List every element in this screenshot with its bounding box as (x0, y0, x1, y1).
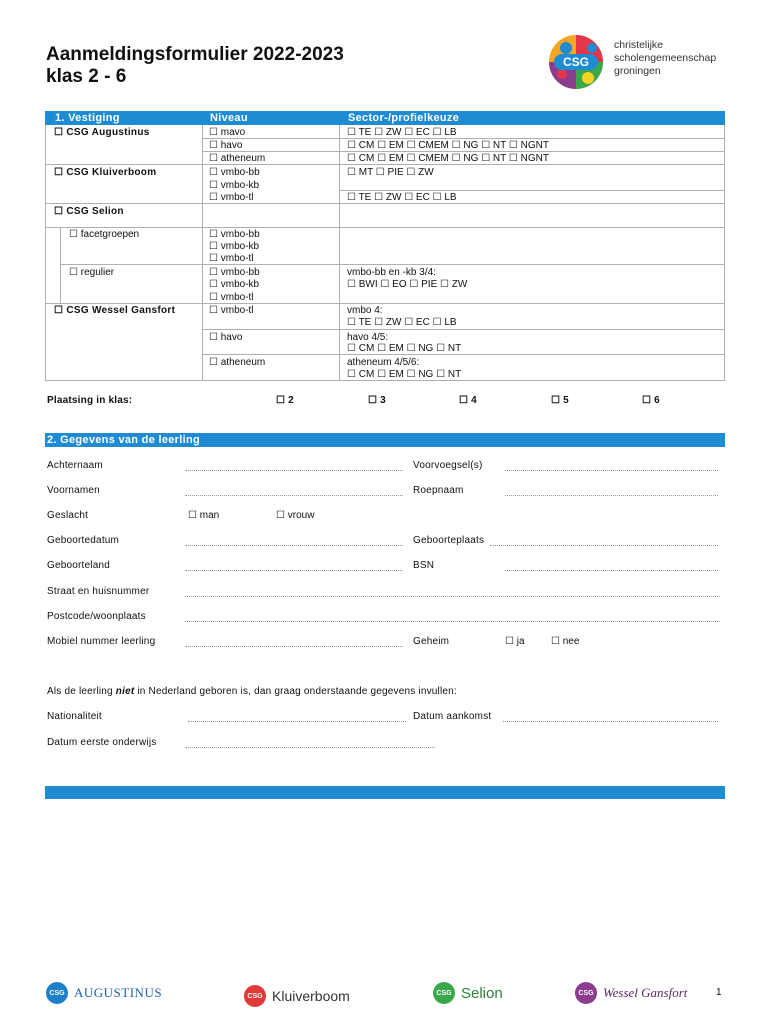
niveau-vmbo-tl[interactable]: ☐ vmbo-tl (209, 192, 254, 203)
niveau-atheneum[interactable]: ☐ atheneum (209, 357, 266, 368)
geboortedatum-field[interactable] (185, 545, 403, 546)
sector-options[interactable]: ☐ CM ☐ EM ☐ CMEM ☐ NG ☐ NT ☐ NGNT (347, 153, 549, 164)
geboortedatum-label: Geboortedatum (47, 535, 120, 546)
postcode-label: Postcode/woonplaats (47, 611, 146, 622)
nee-checkbox[interactable]: ☐ nee (551, 636, 580, 647)
niveau-havo[interactable]: ☐ havo (209, 140, 243, 151)
postcode-field[interactable] (185, 621, 720, 622)
niveau-vmbo-kb[interactable]: ☐ vmbo-kb (209, 279, 260, 290)
sector-label: havo 4/5: (347, 332, 389, 343)
col-header-sector: Sector-/profielkeuze (348, 112, 460, 124)
geboorteplaats-field[interactable] (490, 545, 718, 546)
sector-options[interactable]: ☐ CM ☐ EM ☐ CMEM ☐ NG ☐ NT ☐ NGNT (347, 140, 549, 151)
niveau-vmbo-tl[interactable]: ☐ vmbo-tl (209, 253, 254, 264)
option-csg-selion[interactable]: ☐ CSG Selion (54, 206, 124, 217)
geboorteplaats-label: Geboorteplaats (413, 535, 485, 546)
plaatsing-label: Plaatsing in klas: (47, 395, 133, 406)
voornamen-field[interactable] (185, 495, 403, 496)
niveau-vmbo-bb[interactable]: ☐ vmbo-bb (209, 167, 260, 178)
geboorteland-label: Geboorteland (47, 560, 111, 571)
option-csg-kluiverboom[interactable]: ☐ CSG Kluiverboom (54, 167, 157, 178)
niveau-mavo[interactable]: ☐ mavo (209, 127, 246, 138)
sector-label: vmbo 4: (347, 305, 383, 316)
datum-aankomst-label: Datum aankomst (413, 711, 492, 722)
vrouw-checkbox[interactable]: ☐ vrouw (276, 510, 315, 521)
straat-label: Straat en huisnummer (47, 586, 150, 597)
niveau-atheneum[interactable]: ☐ atheneum (209, 153, 266, 164)
klas-6-checkbox[interactable]: ☐ 6 (642, 395, 660, 406)
niveau-vmbo-kb[interactable]: ☐ vmbo-kb (209, 180, 260, 191)
geboorteland-field[interactable] (185, 570, 403, 571)
roepnaam-label: Roepnaam (413, 485, 464, 496)
ja-checkbox[interactable]: ☐ ja (505, 636, 525, 647)
straat-field[interactable] (185, 596, 720, 597)
sector-label: atheneum 4/5/6: (347, 357, 420, 368)
buitenland-note: Als de leerling niet in Nederland geboren is, dan graag onderstaande gegevens invullen: (47, 686, 457, 697)
option-csg-wessel-gansfort[interactable]: ☐ CSG Wessel Gansfort (54, 305, 176, 316)
page-title: Aanmeldingsformulier 2022-2023 klas 2 - 6 (46, 44, 344, 87)
nationaliteit-label: Nationaliteit (47, 711, 102, 722)
niveau-vmbo-bb[interactable]: ☐ vmbo-bb (209, 267, 260, 278)
niveau-vmbo-bb[interactable]: ☐ vmbo-bb (209, 229, 260, 240)
footer-logo-augustinus: CSG AUGUSTINUS (46, 980, 162, 1006)
nationaliteit-field[interactable] (188, 721, 406, 722)
sector-options[interactable]: ☐ CM ☐ EM ☐ NG ☐ NT (347, 343, 462, 354)
sector-options[interactable]: ☐ BWI ☐ EO ☐ PIE ☐ ZW (347, 279, 468, 290)
datum-onderwijs-label: Datum eerste onderwijs (47, 737, 157, 748)
mobiel-label: Mobiel nummer leerling (47, 636, 156, 647)
klas-4-checkbox[interactable]: ☐ 4 (459, 395, 477, 406)
geslacht-label: Geslacht (47, 510, 89, 521)
bsn-label: BSN (413, 560, 435, 571)
sector-options[interactable]: ☐ TE ☐ ZW ☐ EC ☐ LB (347, 317, 457, 328)
niveau-havo[interactable]: ☐ havo (209, 332, 243, 343)
sector-options[interactable]: ☐ TE ☐ ZW ☐ EC ☐ LB (347, 192, 457, 203)
option-csg-augustinus[interactable]: ☐ CSG Augustinus (54, 127, 150, 138)
footer-logo-wessel-gansfort: CSG Wessel Gansfort (575, 980, 687, 1006)
bsn-field[interactable] (505, 570, 718, 571)
sector-options[interactable]: ☐ MT ☐ PIE ☐ ZW (347, 167, 434, 178)
sector-options[interactable]: ☐ TE ☐ ZW ☐ EC ☐ LB (347, 127, 457, 138)
brand-text: christelijke scholengemeenschap groningen (614, 39, 717, 77)
roepnaam-field[interactable] (505, 495, 718, 496)
section-footer-bar (45, 786, 725, 799)
col-header-vestiging: 1. Vestiging (55, 112, 120, 124)
section2-title: 2. Gegevens van de leerling (47, 434, 200, 446)
svg-text:CSG: CSG (562, 55, 590, 69)
klas-3-checkbox[interactable]: ☐ 3 (368, 395, 386, 406)
niveau-vmbo-tl[interactable]: ☐ vmbo-tl (209, 292, 254, 303)
klas-5-checkbox[interactable]: ☐ 5 (551, 395, 569, 406)
footer-logo-kluiverboom: CSG Kluiverboom (244, 983, 350, 1009)
voorvoegsel-field[interactable] (505, 470, 718, 471)
footer-logo-selion: CSG Selion (433, 980, 503, 1006)
col-header-niveau: Niveau (210, 112, 248, 124)
page-number: 1 (716, 987, 722, 998)
klas-2-checkbox[interactable]: ☐ 2 (276, 395, 294, 406)
man-checkbox[interactable]: ☐ man (188, 510, 220, 521)
option-facetgroepen[interactable]: ☐ facetgroepen (69, 229, 140, 240)
niveau-vmbo-kb[interactable]: ☐ vmbo-kb (209, 241, 260, 252)
achternaam-label: Achternaam (47, 460, 103, 471)
sector-label: vmbo-bb en -kb 3/4: (347, 267, 436, 278)
datum-aankomst-field[interactable] (503, 721, 718, 722)
geheim-label: Geheim (413, 636, 450, 647)
voornamen-label: Voornamen (47, 485, 100, 496)
achternaam-field[interactable] (185, 470, 403, 471)
datum-onderwijs-field[interactable] (185, 747, 435, 748)
csg-logo (548, 34, 604, 90)
voorvoegsel-label: Voorvoegsel(s) (413, 460, 483, 471)
niveau-vmbo-tl[interactable]: ☐ vmbo-tl (209, 305, 254, 316)
sector-options[interactable]: ☐ CM ☐ EM ☐ NG ☐ NT (347, 369, 462, 380)
mobiel-field[interactable] (185, 646, 403, 647)
option-regulier[interactable]: ☐ regulier (69, 267, 115, 278)
